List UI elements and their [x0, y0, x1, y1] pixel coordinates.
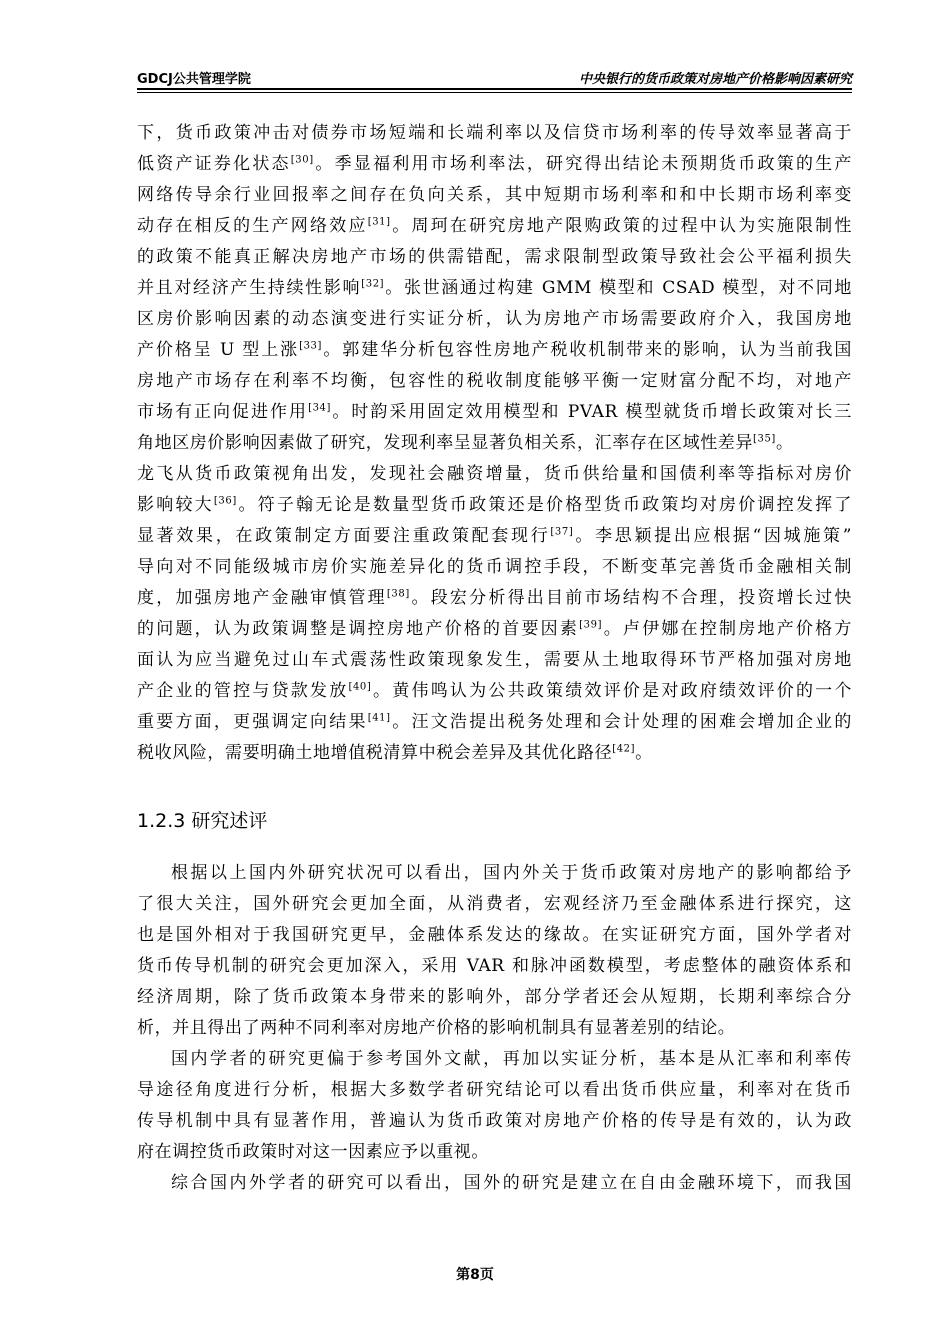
citation-ref: [36] [213, 495, 237, 507]
line-text: 传导机制中具有显著作用，普遍认为货币政策对房地产价格的传导是有效的，认为政 [137, 1111, 852, 1131]
line-text-continued: 。汪文浩提出税务处理和会计处理的困难会增加企业的 [390, 712, 852, 732]
line-text-continued: 。张世涵通过构建 GMM 模型和 CSAD 模型，对不同地 [384, 278, 853, 298]
line-text: 市场有正向促进作用 [137, 402, 309, 422]
text-line [137, 951, 852, 982]
header-institution: GDCJ公共管理学院 [137, 72, 251, 87]
line-text-continued: 。黄伟鸣认为公共政策绩效评价是对政府绩效评价的一个 [371, 681, 852, 701]
line-text-continued: 。季显福利用市场利率法，研究得出结论未预期货币政策的生产 [313, 154, 852, 174]
line-text-continued: 。郭建华分析包容性房地产税收机制带来的影响，认为当前我国 [322, 340, 852, 360]
text-line [137, 428, 852, 459]
citation-ref: [30] [290, 154, 314, 166]
header-rule-thick [137, 88, 852, 90]
line-text: 龙飞从货币政策视角出发，发现社会融资增量，货币供给量和国债利率等指标对房价 [137, 464, 852, 484]
citation-ref: [39] [579, 619, 603, 631]
text-line [137, 552, 852, 583]
citation-ref: [35] [753, 433, 776, 445]
line-text: 影响较大 [137, 495, 214, 515]
line-text-continued: 。李思颖提出应根据“因城施策” [573, 526, 852, 546]
line-text-continued: 。段宏分析得出目前市场结构不合理，投资增长过快 [409, 588, 852, 608]
line-text: 税收风险，需要明确土地增值税清算中税会差异及其优化路径 [137, 743, 613, 763]
line-text: 根据以上国内外研究状况可以看出，国内外关于货币政策对房地产的影响都给予 [171, 863, 852, 883]
text-line [137, 982, 852, 1013]
text-line [137, 304, 852, 335]
text-line [137, 1075, 852, 1106]
text-line [137, 211, 852, 242]
line-text: 府在调控货币政策时对这一因素应予以重视。 [137, 1142, 489, 1162]
text-line [137, 858, 852, 889]
line-text: 低资产证券化状态 [137, 154, 291, 174]
text-line [137, 118, 852, 149]
line-text: 析，并且得出了两种不同利率对房地产价格的影响机制具有显著差别的结论。 [137, 1018, 736, 1038]
text-line [137, 738, 852, 769]
line-text: 导途径角度进行分析，根据大多数学者研究结论可以看出货币供应量，利率对在货币 [137, 1080, 852, 1100]
line-text: 也是国外相对于我国研究更早，金融体系发达的缘故。在实证研究方面，国外学者对 [137, 925, 852, 945]
line-text: 角地区房价影响因素做了研究，发现利率呈显著负相关系，汇率存在区域性差异 [137, 433, 753, 453]
line-text-continued: 。符子翰无论是数量型货币政策还是价格型货币政策均对房价调控发挥了 [236, 495, 853, 515]
line-text: 区房价影响因素的动态演变进行实证分析，认为房地产市场需要政府介入，我国房地 [137, 309, 852, 329]
line-text: 导向对不同能级城市房价实施差异化的货币调控手段，不断变革完善货币金融相关制 [137, 557, 852, 577]
line-text: 综合国内外学者的研究可以看出，国外的研究是建立在自由金融环境下，而我国 [171, 1173, 852, 1193]
line-text: 下，货币政策冲击对债券市场短端和长端利率以及信贷市场利率的传导效率显著高于 [137, 123, 852, 143]
text-line [137, 273, 852, 304]
paragraph-research-summary [137, 858, 852, 1199]
line-text: 度，加强房地产金融审慎管理 [137, 588, 387, 608]
text-line [137, 242, 852, 273]
text-line [137, 614, 852, 645]
paragraph-literature-review [137, 118, 852, 769]
line-text-continued: 。周珂在研究房地产限购政策的过程中认为实施限制性 [390, 216, 852, 236]
line-text: 房地产市场存在利率不均衡，包容性的税收制度能够平衡一定财富分配不均，对地产 [137, 371, 852, 391]
line-text: 动存在相反的生产网络效应 [137, 216, 368, 236]
citation-ref: [40] [348, 681, 372, 693]
text-line [137, 920, 852, 951]
citation-ref: [38] [386, 588, 410, 600]
header-rule-thin [137, 92, 852, 93]
text-line [137, 676, 852, 707]
line-text: 产企业的管控与贷款发放 [137, 681, 349, 701]
citation-ref: [32] [361, 278, 385, 290]
citation-ref: [34] [308, 402, 331, 414]
text-line [137, 1168, 852, 1199]
citation-ref: [42] [612, 743, 636, 755]
text-line [137, 645, 852, 676]
text-line [137, 149, 852, 180]
line-text: 的政策不能真正解决房地产市场的供需错配，需求限制型政策导致社会公平福利损失 [137, 247, 852, 267]
section-heading: 1.2.3 研究述评 [137, 810, 268, 832]
line-text: 网络传导余行业回报率之间存在负向关系，其中短期市场利率和和中长期市场利率变 [137, 185, 852, 205]
citation-ref: [41] [367, 712, 391, 724]
text-line [137, 335, 852, 366]
page-header [137, 66, 852, 88]
text-line [137, 397, 852, 428]
text-line [137, 1013, 852, 1044]
header-title: 中央银行的货币政策对房地产价格影响因素研究 [578, 72, 852, 87]
text-line [137, 1106, 852, 1137]
citation-ref: [37] [550, 526, 574, 538]
line-text-continued: 。卢伊娜在控制房地产价格方 [602, 619, 852, 639]
text-line [137, 366, 852, 397]
page-number: 第8页 [456, 1267, 494, 1283]
line-text: 产价格呈 U 型上涨 [137, 340, 300, 360]
citation-ref: [33] [299, 340, 323, 352]
line-text-continued: 。 [635, 743, 653, 763]
text-line [137, 1044, 852, 1075]
line-text: 显著效果，在政策制定方面要注重政策配套现行 [137, 526, 551, 546]
text-line [137, 583, 852, 614]
text-line [137, 707, 852, 738]
line-text: 重要方面，更强调定向结果 [137, 712, 368, 732]
line-text: 了很大关注，国外研究会更加全面，从消费者，宏观经济乃至金融体系进行探究，这 [137, 894, 852, 914]
line-text: 国内学者的研究更偏于参考国外文献，再加以实证分析，基本是从汇率和利率传 [171, 1049, 852, 1069]
line-text: 并且对经济产生持续性影响 [137, 278, 362, 298]
text-line [137, 180, 852, 211]
text-line [137, 889, 852, 920]
text-line [137, 459, 852, 490]
text-line [137, 1137, 852, 1168]
line-text: 货币传导机制的研究会更加深入，采用 VAR 和脉冲函数模型，考虑整体的融资体系和 [137, 956, 852, 976]
text-line [137, 521, 852, 552]
line-text: 面认为应当避免过山车式震荡性政策现象发生，需要从土地取得环节严格加强对房地 [137, 650, 852, 670]
line-text-continued: 。时韵采用固定效用模型和 PVAR 模型就货币增长政策对长三 [331, 402, 852, 422]
citation-ref: [31] [367, 216, 391, 228]
text-line [137, 490, 852, 521]
line-text: 的问题，认为政策调整是调控房地产价格的首要因素 [137, 619, 580, 639]
line-text: 经济周期，除了货币政策本身带来的影响外，部分学者还会从短期，长期利率综合分 [137, 987, 852, 1007]
line-text-continued: 。 [775, 433, 794, 453]
